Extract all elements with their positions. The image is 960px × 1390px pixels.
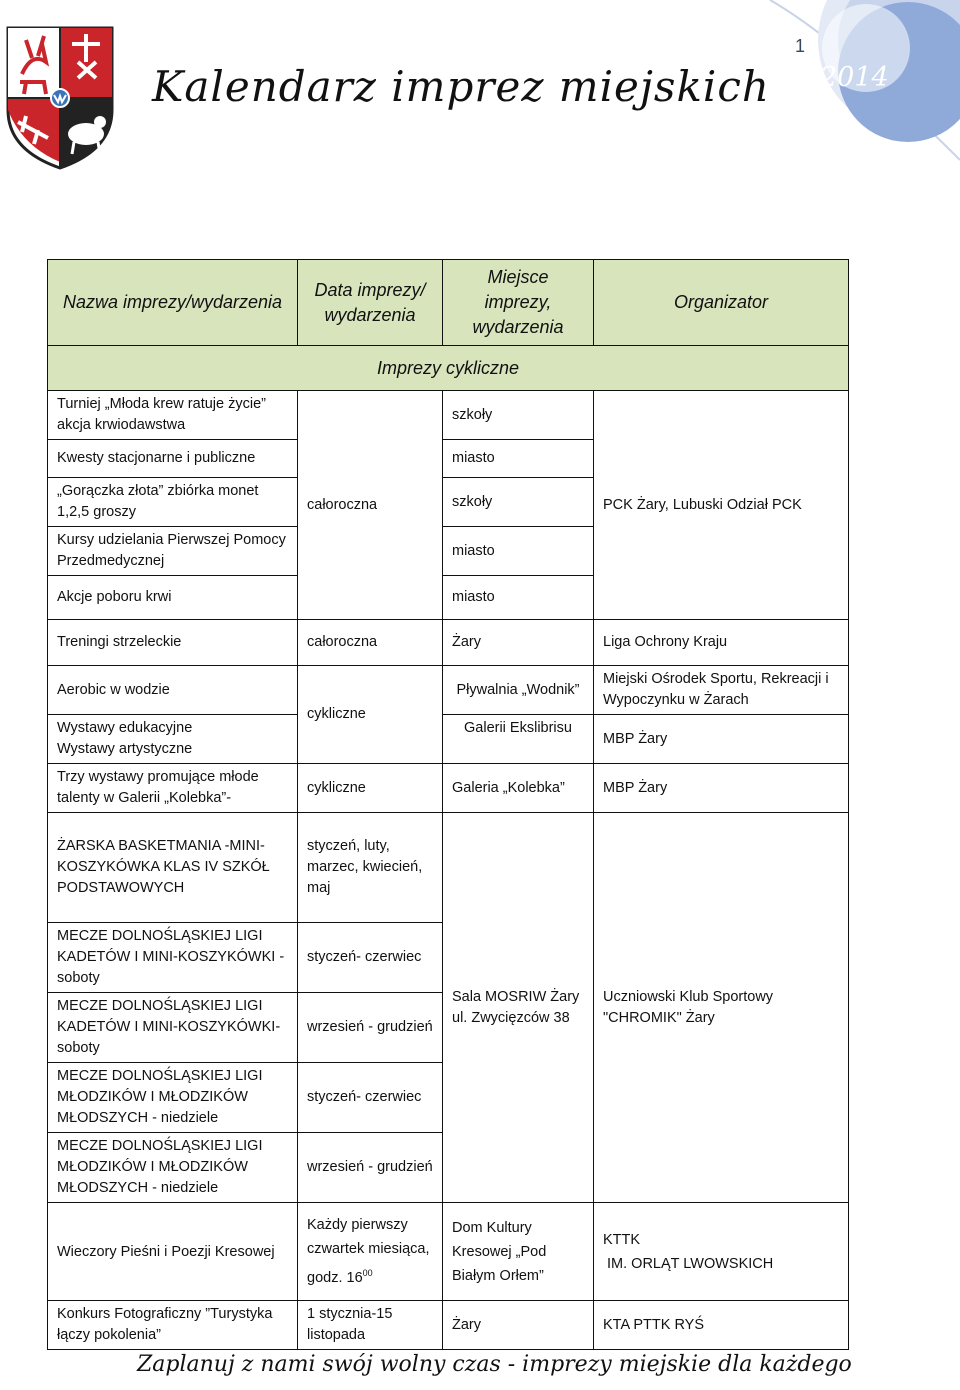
coat-of-arms-icon [2, 22, 118, 170]
table-row [48, 391, 849, 440]
table-row [48, 715, 849, 764]
event-date: wrzesień - grudzień [298, 993, 443, 1063]
table-row [48, 764, 849, 813]
event-place: Galeria „Kolebka” [443, 764, 594, 813]
event-name: Trzy wystawy promujące młode talenty w Galerii „Kolebka”- [48, 764, 298, 813]
event-name: MECZE DOLNOŚLĄSKIEJ LIGI MŁODZIKÓW I MŁODZIKÓW MŁODSZYCH - niedziele [48, 1063, 298, 1133]
event-place: szkoły [443, 478, 594, 527]
section-title: Imprezy cykliczne [48, 346, 849, 391]
event-name: Kursy udzielania Pierwszej Pomocy Przedmedycznej [48, 527, 298, 576]
col-header-name: Nazwa imprezy/wydarzenia [48, 260, 298, 346]
event-name-line: Wystawy artystyczne [57, 741, 193, 757]
event-place: miasto [443, 440, 594, 478]
event-name: MECZE DOLNOŚLĄSKIEJ LIGI MŁODZIKÓW I MŁODZIKÓW MŁODSZYCH - niedziele [48, 1133, 298, 1203]
table-row [48, 666, 849, 715]
organizer-line: KTTK [603, 1231, 641, 1248]
table-row [48, 1301, 849, 1350]
event-date: cykliczne [298, 666, 443, 764]
page-number: 1 [795, 36, 806, 56]
event-name: Treningi strzeleckie [48, 620, 298, 666]
event-organizer: KTA PTTK RYŚ [594, 1301, 849, 1350]
table-row [48, 1203, 849, 1301]
event-name: Konkurs Fotograficzny ”Turystyka łączy pokolenia” [48, 1301, 298, 1350]
event-place: miasto [443, 576, 594, 620]
event-date: styczeń- czerwiec [298, 1063, 443, 1133]
event-organizer [594, 1203, 849, 1301]
event-organizer: Miejski Ośrodek Sportu, Rekreacji i Wypoczynku w Żarach [594, 666, 849, 715]
event-date [298, 1203, 443, 1301]
table-row [48, 620, 849, 666]
event-name: Akcje poboru krwi [48, 576, 298, 620]
event-place: miasto [443, 527, 594, 576]
event-name: Kwesty stacjonarne i publiczne [48, 440, 298, 478]
event-place: Pływalnia „Wodnik” [443, 666, 594, 715]
footer-slogan: Zaplanuj z nami swój wolny czas - imprezy miejskie dla każdego [137, 1352, 852, 1377]
table-header-row [48, 260, 849, 346]
event-name-line: Wystawy edukacyjne [57, 720, 193, 736]
event-organizer: Liga Ochrony Kraju [594, 620, 849, 666]
event-place: Żary [443, 620, 594, 666]
event-place: Sala MOSRIW Żary ul. Zwycięzców 38 [443, 813, 594, 1203]
event-name: MECZE DOLNOŚLĄSKIEJ LIGI KADETÓW I MINI-KOSZYKÓWKI- soboty [48, 993, 298, 1063]
event-name: Turniej „Młoda krew ratuje życie” akcja krwiodawstwa [48, 391, 298, 440]
event-date: całoroczna [298, 391, 443, 620]
event-date-minutes: 00 [362, 1268, 373, 1279]
event-date: styczeń, luty, marzec, kwiecień, maj [298, 813, 443, 923]
event-place: Żary [443, 1301, 594, 1350]
event-date: cykliczne [298, 764, 443, 813]
event-organizer: PCK Żary, Lubuski Odział PCK [594, 391, 849, 620]
event-organizer: MBP Żary [594, 764, 849, 813]
events-table [47, 259, 849, 1350]
event-place: Dom Kultury Kresowej „Pod Białym Orłem” [443, 1203, 594, 1301]
event-name [48, 715, 298, 764]
event-name: „Gorączka złota” zbiórka monet 1,2,5 groszy [48, 478, 298, 527]
page-title: Kalendarz imprez miejskich [152, 62, 770, 111]
event-date: całoroczna [298, 620, 443, 666]
col-header-date: Data imprezy/ wydarzenia [298, 260, 443, 346]
event-organizer: Uczniowski Klub Sportowy "CHROMIK" Żary [594, 813, 849, 1203]
event-date: styczeń- czerwiec [298, 923, 443, 993]
event-date: wrzesień - grudzień [298, 1133, 443, 1203]
col-header-place: Miejsce imprezy, wydarzenia [443, 260, 594, 346]
event-name: ŻARSKA BASKETMANIA -MINI-KOSZYKÓWKA KLAS IV SZKÓŁ PODSTAWOWYCH [48, 813, 298, 923]
event-organizer: MBP Żary [594, 715, 849, 764]
organizer-line: IM. ORLĄT LWOWSKICH [607, 1255, 774, 1272]
table-row [48, 813, 849, 923]
event-date-text: Każdy pierwszy czwartek miesiąca, godz. 16 [307, 1217, 430, 1286]
year-label: 2014 [820, 62, 889, 93]
event-place: szkoły [443, 391, 594, 440]
event-name: Wieczory Pieśni i Poezji Kresowej [48, 1203, 298, 1301]
col-header-organizer: Organizator [594, 260, 849, 346]
event-date: 1 stycznia-15 listopada [298, 1301, 443, 1350]
event-place: Galerii Ekslibrisu [443, 715, 594, 764]
event-name: MECZE DOLNOŚLĄSKIEJ LIGI KADETÓW I MINI-KOSZYKÓWKI - soboty [48, 923, 298, 993]
event-name: Aerobic w wodzie [48, 666, 298, 715]
section-row [48, 346, 849, 391]
